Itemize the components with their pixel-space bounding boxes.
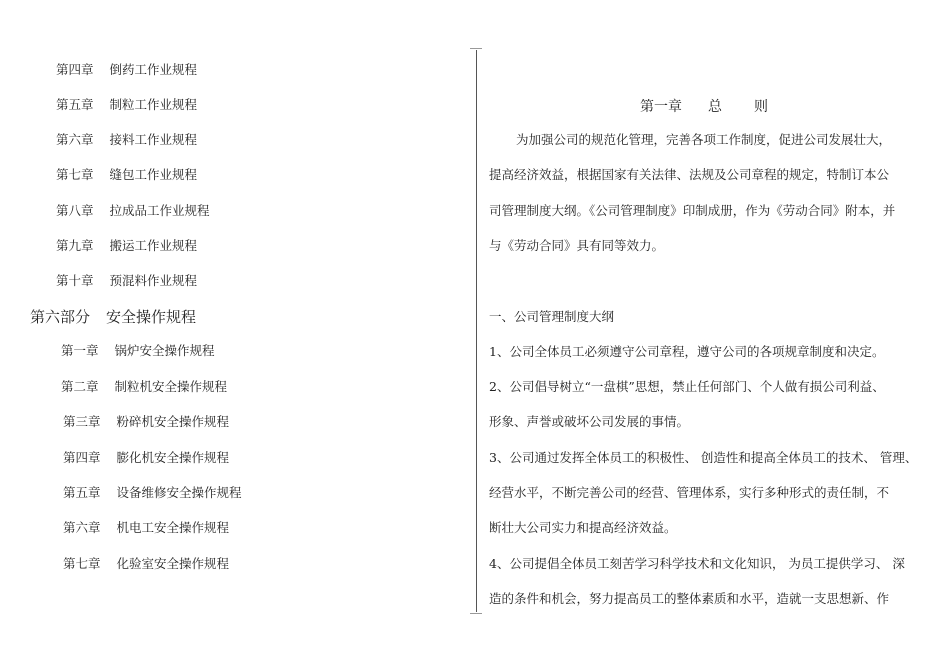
paragraph-line: 1、公司全体员工必须遵守公司章程，遵守公司的各项规章制度和决定。: [489, 344, 885, 359]
toc-chapter-title: 预混料作业规程: [109, 273, 198, 288]
paragraph-line: 经营水平，不断完善公司的经营、管理体系，实行多种形式的责任制，不: [489, 485, 890, 500]
toc-entry: [56, 132, 197, 148]
chapter-title-word: 则: [754, 99, 768, 115]
toc-chapter-number: 第七章: [56, 167, 94, 182]
divider-tick: [470, 48, 482, 49]
toc-entry: [63, 556, 229, 572]
toc-chapter-number: 第十章: [56, 273, 94, 288]
divider-tick: [470, 613, 482, 614]
toc-chapter-title: 缝包工作业规程: [109, 167, 198, 182]
paragraph-line: 与《劳动合同》具有同等效力。: [489, 238, 665, 253]
toc-entry: [63, 414, 229, 430]
toc-chapter-title: 拉成品工作业规程: [109, 203, 210, 218]
toc-part-title: 安全操作规程: [106, 308, 197, 326]
toc-chapter-title: 化验室安全操作规程: [116, 556, 230, 571]
toc-chapter-title: 接料工作业规程: [109, 132, 198, 147]
toc-entry: [56, 62, 197, 78]
toc-chapter-number: 第六章: [56, 132, 94, 147]
paragraph-line: 造的条件和机会，努力提高员工的整体素质和水平，造就一支思想新、作: [489, 591, 890, 606]
toc-chapter-number: 第五章: [56, 97, 94, 112]
toc-entry: [56, 238, 197, 254]
toc-chapter-number: 第九章: [56, 238, 94, 253]
toc-chapter-number: 第六章: [63, 520, 101, 535]
toc-entry: [61, 343, 215, 359]
paragraph-line: 断壮大公司实力和提高经济效益。: [489, 520, 677, 535]
toc-chapter-number: 第五章: [63, 485, 101, 500]
toc-chapter-number: 第一章: [61, 343, 99, 358]
toc-chapter-number: 第四章: [63, 450, 101, 465]
paragraph-line: 为加强公司的规范化管理，完善各项工作制度，促进公司发展壮大，: [516, 132, 892, 147]
column-divider: [476, 50, 477, 612]
toc-entry: [56, 273, 197, 289]
chapter-heading: [640, 96, 768, 116]
paragraph-line: 提高经济效益，根据国家有关法律、法规及公司章程的规定，特制订本公: [489, 167, 890, 182]
toc-entry: [56, 167, 197, 183]
toc-chapter-title: 锅炉安全操作规程: [114, 343, 215, 358]
toc-chapter-title: 机电工安全操作规程: [116, 520, 230, 535]
paragraph-line: 形象、声誉或破坏公司发展的事情。: [489, 414, 690, 429]
paragraph-line: 4、公司提倡全体员工刻苦学习科学技术和文化知识， 为员工提供学习、 深: [489, 556, 905, 571]
toc-chapter-title: 制粒机安全操作规程: [114, 379, 228, 394]
toc-part-heading: [30, 308, 196, 326]
toc-chapter-title: 设备维修安全操作规程: [116, 485, 242, 500]
paragraph-line: 3、公司通过发挥全体员工的积极性、 创造性和提高全体员工的技术、 管理、: [489, 450, 918, 465]
toc-entry: [56, 97, 197, 113]
toc-chapter-number: 第七章: [63, 556, 101, 571]
paragraph-line: 司管理制度大纲。《公司管理制度》印制成册，作为《劳动合同》附本，并: [489, 203, 896, 218]
toc-chapter-number: 第八章: [56, 203, 94, 218]
toc-chapter-title: 搬运工作业规程: [109, 238, 198, 253]
toc-chapter-title: 膨化机安全操作规程: [116, 450, 230, 465]
toc-entry: [63, 485, 242, 501]
paragraph-line: 2、公司倡导树立“一盘棋”思想，禁止任何部门、个人做有损公司利益、: [489, 379, 885, 394]
toc-chapter-title: 粉碎机安全操作规程: [116, 414, 230, 429]
toc-chapter-number: 第二章: [61, 379, 99, 394]
toc-chapter-number: 第三章: [63, 414, 101, 429]
toc-entry: [61, 379, 227, 395]
toc-entry: [63, 450, 229, 466]
section-heading: 一、公司管理制度大纲: [489, 309, 615, 324]
toc-chapter-title: 倒药工作业规程: [109, 62, 198, 77]
toc-part-number: 第六部分: [30, 308, 91, 326]
toc-entry: [56, 203, 210, 219]
toc-chapter-number: 第四章: [56, 62, 94, 77]
toc-chapter-title: 制粒工作业规程: [109, 97, 198, 112]
chapter-title-word: 总: [708, 99, 722, 115]
toc-entry: [63, 520, 229, 536]
chapter-number: 第一章: [640, 99, 682, 115]
